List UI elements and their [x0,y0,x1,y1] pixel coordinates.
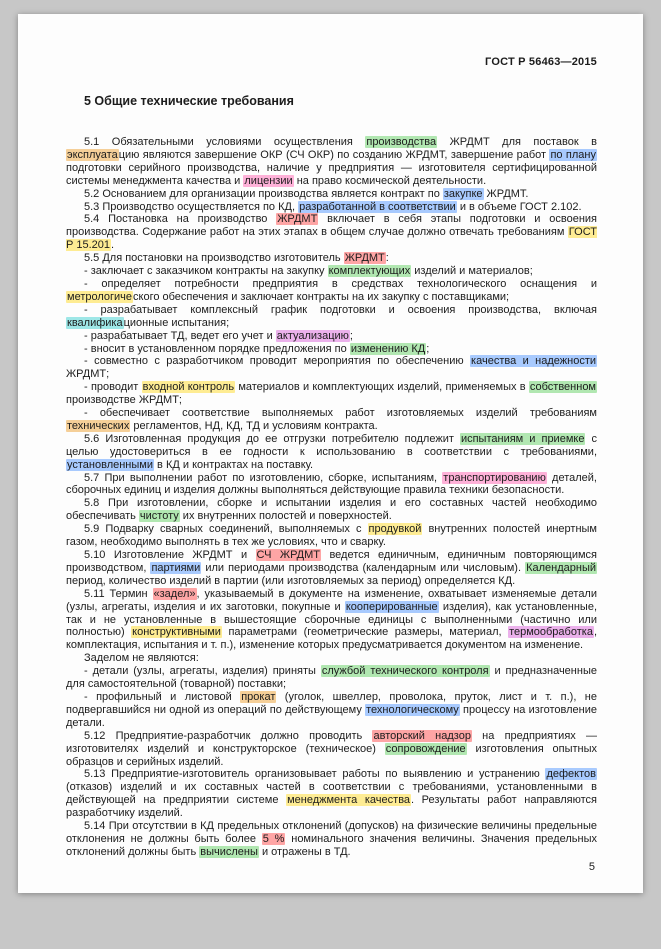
document-page [18,14,643,893]
paragraph: 5.14 При отсутствии в КД предельных отклонений (допусков) на физические величины предельные отклонения не должны быть более 5 % номинального значения величины. Значения предельных отклонений должны быть вычислены и отражены в ТД. [66,820,597,858]
highlight: менеджмента качества [287,794,411,807]
highlight: конструктивными [132,626,221,639]
highlight: изменению КД [350,342,426,355]
highlight: технических [67,419,130,432]
paragraph: Заделом не являются: [84,652,199,665]
paragraph: 5.7 При выполнении работ по изготовлению, сборке, испытаниям, транспортированию деталей, сборочных единиц и изделия должны выполняться действующие правила техники безопасности. [66,471,597,497]
highlight: службой технического контроля [321,665,489,678]
highlight: транспортированию [443,471,546,484]
highlight: входной контроль [142,381,235,394]
highlight: «задел» [153,587,196,600]
paragraph: - проводит входной контроль материалов и комплектующих изделий, применяемых в собственном производстве ЖРДМТ; [66,381,596,407]
paragraph: - разрабатывает комплексный график подготовки и освоения производства, включая квалификационные испытания; [67,303,597,329]
paragraph: 5.11 Термин «задел», указываемый в документе на изменение, охватывает изменяемые детали (узлы, агрегаты, изделия и их заготовки, покупные и кооперированные изделия), как установленные, так и не установленные в вышестоящие сборочные единицы с выполненными (частично или полностью) конструктивными параметрами (геометрические размеры, материал, термообработка, комплектация, испытания и т. п.), изменение которых предусматривается документом на изменение. [66,587,598,652]
highlight: качества и надежности [471,355,597,368]
highlight: закупке [443,187,483,200]
paragraph: - вносит в установленном порядке предложения по изменению КД; [84,342,430,355]
highlight: ГОСТ Р 15.201 [66,226,597,252]
section-title: 5 Общие технические требования [84,94,294,108]
highlight: квалифика [67,316,123,329]
page-number: 5 [588,861,595,873]
paragraph: 5.5 Для постановки на производство изготовитель ЖРДМТ: [84,252,389,265]
paragraph: - разрабатывает ТД, ведет его учет и актуализацию; [84,329,353,342]
highlight: Календарный [526,561,596,574]
highlight: комплектующих [328,265,411,278]
paragraph: 5.6 Изготовленная продукция до ее отгрузки потребителю подлежит испытаниям и приемке с целью удостовериться в ее годности к использованию в соответствии с требованиями, установленными в КД и контрактах на поставку. [66,432,597,471]
highlight: чистоту [139,510,179,523]
paragraph: - определяет потребности предприятия в средствах технологического оснащения и метрологического обеспечения и заключает контракты на их закупку с поставщиками; [67,277,597,303]
standard-number: ГОСТ Р 56463—2015 [485,56,597,68]
paragraph: 5.9 Подварку сварных соединений, выполняемых с продувкой внутренних полостей инертным газом, необходимо выполнять в тех же условиях, что и сварку. [66,523,597,549]
paragraph: 5.8 При изготовлении, сборке и испытании изделия и его составных частей необходимо обеспечивать чистоту их внутренних полостей и поверхностей. [66,497,597,523]
highlight: испытаниям и приемке [460,432,585,445]
highlight: метрологиче [67,290,133,303]
highlight: 5 % [262,832,285,845]
paragraph: - обеспечивает соответствие выполняемых работ изготовляемых изделий требованиям технических регламентов, НД, КД, ТД и условиям контракта. [67,407,597,432]
highlight: по плану [550,148,596,161]
highlight: вычислены [200,845,258,858]
paragraph: 5.3 Производство осуществляется по КД, разработанной в соответствии и в объеме ГОСТ 2.102. [84,200,582,213]
paragraph: 5.2 Основанием для организации производства является контракт по закупке ЖРДМТ. [84,187,529,200]
highlight: производства [366,136,437,148]
highlight: эксплуата [67,148,118,161]
paragraph: 5.4 Постановка на производство ЖРДМТ включает в себя этапы подготовки и освоения производства. Содержание работ на этих этапах в общем случае должно отвечать требованиям ГОСТ Р 15.201. [66,213,597,252]
highlight: сопровождение [385,742,466,755]
paragraph: - заключает с заказчиком контракты на закупку комплектующих изделий и материалов; [84,265,533,278]
highlight: авторский надзор [373,729,471,742]
highlight: СЧ ЖРДМТ [256,549,320,561]
highlight: партиями [151,561,201,574]
highlight: разработанной в соответствии [299,200,456,213]
highlight: собственном [529,381,596,394]
highlight: прокат [241,690,276,703]
paragraph: 5.13 Предприятие-изготовитель организовывает работы по выявлению и устранению дефектов (отказов) изделий и их составных частей в соответствии с требованиями, установленными в действующей на предприятии системе менеджмента качества. Результаты работ направляются разработчику изделий. [66,768,597,820]
highlight: продувкой [368,523,422,536]
highlight: актуализацию [276,329,349,342]
highlight: установленными [67,458,153,471]
paragraph: - совместно с разработчиком проводит мероприятия по обеспечению качества и надежности ЖРДМТ; [66,355,597,381]
paragraph: 5.1 Обязательными условиями осуществления производства ЖРДМТ для поставок в эксплуатацию являются завершение ОКР (СЧ ОКР) по созданию ЖРДМТ, завершение работ по плану подготовки серийного производства, наличие у предприятия — изготовителя сертифицированной системы менеджмента качества и лицензии на право космической деятельности. [66,136,597,187]
paragraph: 5.12 Предприятие-разработчик должно проводить авторский надзор на предприятиях — изготовителях изделий и конструкторское (техническое) сопровождение изготовления опытных образцов и серийных изделий. [66,729,597,768]
document-body [66,136,597,859]
paragraph: - профильный и листовой прокат (уголок, швеллер, проволока, пруток, лист и т. п.), не подвергавшийся ни одной из операций по действующему технологическому процессу на изготовление детали. [66,690,597,729]
highlight: ЖРДМТ [344,252,385,265]
highlight: ЖРДМТ [277,213,318,226]
highlight: кооперированные [345,600,438,613]
highlight: дефектов [546,768,596,781]
highlight: технологическому [366,703,459,716]
highlight: лицензии [244,174,293,187]
highlight: термообработка [509,626,593,639]
paragraph: 5.10 Изготовление ЖРДМТ и СЧ ЖРДМТ ведется единичным, единичным повторяющимся производством, партиями или периодами производства (календарным или числовым). Календарный период, количество изделий в партии (или изготовляемых за период) определяется КД. [66,549,597,587]
paragraph: - детали (узлы, агрегаты, изделия) приняты службой технического контроля и предназначенные для самостоятельной (товарной) поставки; [66,665,597,691]
